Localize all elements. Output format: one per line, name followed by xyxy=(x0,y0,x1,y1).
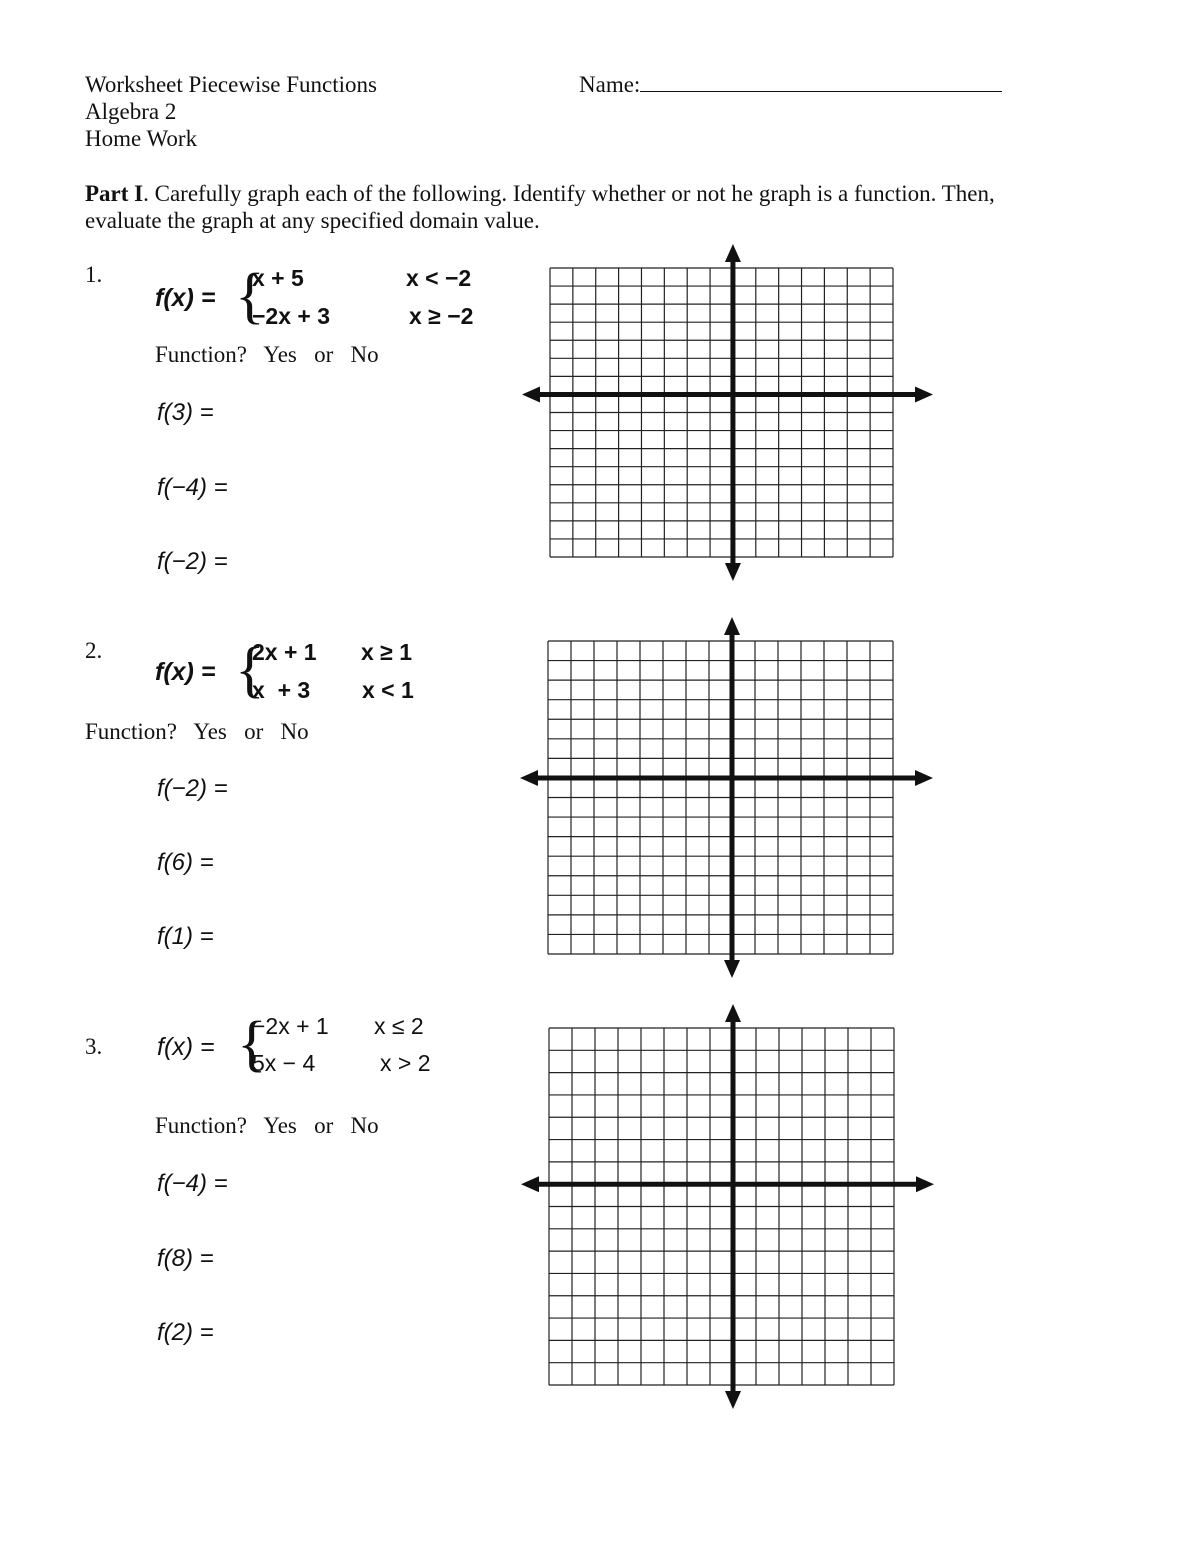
assignment-type: Home Work xyxy=(85,126,198,151)
function-question-label: Function? xyxy=(155,342,247,367)
answer-yes[interactable]: Yes xyxy=(193,719,227,744)
x-axis-arrow-right xyxy=(916,1176,934,1192)
answer-or: or xyxy=(314,342,334,367)
piece-expression: −2x + 3 xyxy=(252,303,331,329)
answer-yes[interactable]: Yes xyxy=(263,1113,297,1138)
piece-condition: x < −2 xyxy=(406,265,472,291)
answer-yes[interactable]: Yes xyxy=(263,342,297,367)
piece-expression: x + 5 xyxy=(252,265,304,291)
left-brace: { xyxy=(237,1010,267,1078)
evaluation-prompt: f(3) = xyxy=(157,399,214,426)
y-axis-arrow-up xyxy=(725,1004,741,1022)
piece-condition: x < 1 xyxy=(362,677,414,703)
evaluation-prompt: f(6) = xyxy=(157,849,214,876)
instructions-line-2: evaluate the graph at any specified domain value. xyxy=(85,208,540,233)
left-brace: { xyxy=(235,636,265,704)
piece-expression: −2x + 1 xyxy=(252,1013,329,1039)
function-question-label: Function? xyxy=(155,1113,247,1138)
piece-condition: x ≥ −2 xyxy=(409,303,474,329)
course-name: Algebra 2 xyxy=(85,99,177,124)
left-brace: { xyxy=(235,262,265,330)
part-label: Part I xyxy=(85,181,144,206)
problem-number: 2. xyxy=(85,638,103,663)
evaluation-prompt: f(−4) = xyxy=(157,1170,228,1197)
answer-no[interactable]: No xyxy=(350,1113,379,1138)
function-label: f(x) = xyxy=(155,658,216,686)
answer-no[interactable]: No xyxy=(350,342,379,367)
piece-expression: 2x + 1 xyxy=(252,639,317,665)
y-axis-arrow-down xyxy=(725,1391,741,1409)
piece-expression: 5x − 4 xyxy=(252,1050,316,1076)
instructions-line-1: . Carefully graph each of the following. Identify whether or not he graph is a function. Then, xyxy=(143,181,995,206)
function-label: f(x) = xyxy=(157,1033,215,1061)
evaluation-prompt: f(−4) = xyxy=(157,474,228,501)
evaluation-prompt: f(1) = xyxy=(157,923,214,950)
evaluation-prompt: f(8) = xyxy=(157,1245,214,1272)
evaluation-prompt: f(2) = xyxy=(157,1319,214,1346)
problem-number: 1. xyxy=(85,262,103,287)
answer-or: or xyxy=(244,719,264,744)
piece-condition: x > 2 xyxy=(380,1050,431,1076)
function-question-label: Function? xyxy=(85,719,177,744)
x-axis-arrow-left xyxy=(521,1176,539,1192)
answer-or: or xyxy=(314,1113,334,1138)
answer-no[interactable]: No xyxy=(280,719,309,744)
function-label: f(x) = xyxy=(155,284,216,312)
piece-condition: x ≥ 1 xyxy=(361,639,412,665)
problem-number: 3. xyxy=(85,1034,103,1059)
evaluation-prompt: f(−2) = xyxy=(157,775,228,802)
piece-condition: x ≤ 2 xyxy=(374,1013,424,1039)
evaluation-prompt: f(−2) = xyxy=(157,548,228,575)
name-label: Name: xyxy=(579,72,641,97)
worksheet-title: Worksheet Piecewise Functions xyxy=(85,72,377,97)
piece-expression: x + 3 xyxy=(252,677,311,703)
